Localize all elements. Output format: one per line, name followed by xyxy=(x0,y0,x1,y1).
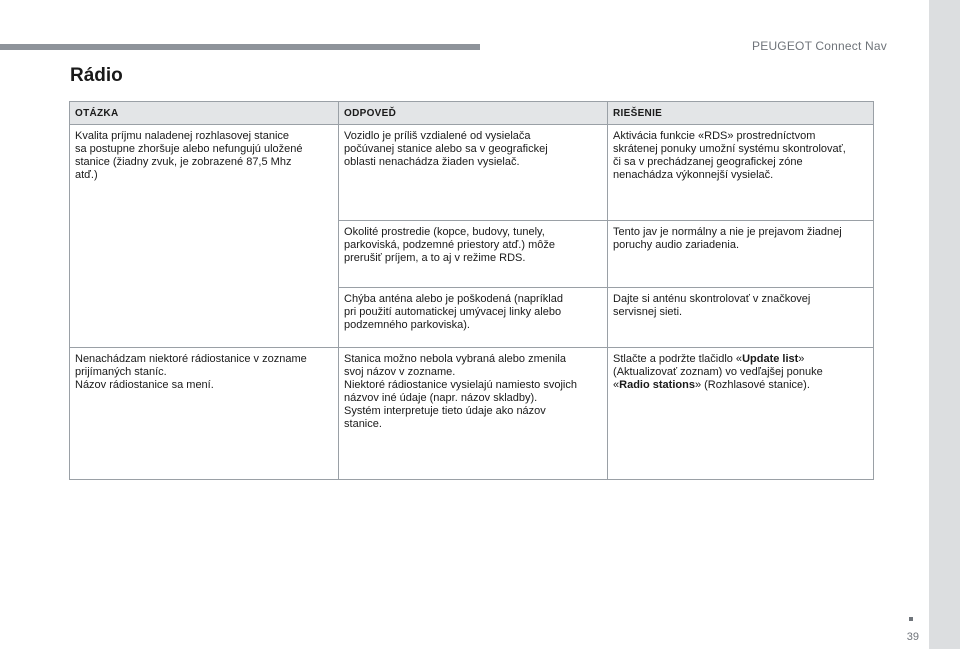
text-line: prijímaných staníc. xyxy=(75,366,167,378)
answer-cell xyxy=(339,288,608,348)
text-line: podzemného parkoviska). xyxy=(344,319,470,331)
text-line: svoj názov v zozname. xyxy=(344,366,456,378)
text-line: sa postupne zhoršuje alebo nefungujú uložené xyxy=(75,143,303,155)
table-row xyxy=(70,125,874,221)
text-line: počúvanej stanice alebo sa v geografickej xyxy=(344,143,548,155)
text-line: poruchy audio zariadenia. xyxy=(613,239,740,251)
text-run: Stlačte a podržte tlačidlo « xyxy=(613,353,743,365)
text-line: Okolité prostredie (kopce, budovy, tunely, xyxy=(344,226,545,238)
text-line: Dajte si anténu skontrolovať v značkovej xyxy=(613,293,811,305)
text-line: názvov iné údaje (napr. názov skladby). xyxy=(344,392,538,404)
solution-cell xyxy=(608,125,874,221)
question-cell xyxy=(70,125,339,348)
text-line xyxy=(613,353,868,366)
text-line: parkoviská, podzemné priestory atď.) môže xyxy=(344,239,555,251)
column-header-question: OTÁZKA xyxy=(70,102,339,125)
solution-cell xyxy=(608,348,874,480)
text-line: Systém interpretuje tieto údaje ako názov xyxy=(344,405,546,417)
table-row xyxy=(70,348,874,480)
answer-cell xyxy=(339,348,608,480)
text-run: » (Rozhlasové stanice). xyxy=(694,379,810,391)
text-line: či sa v prechádzanej geografickej zóne xyxy=(613,156,803,168)
text-line: (Aktualizovať zoznam) vo vedľajšej ponuke xyxy=(613,366,823,378)
text-line: pri použití automatickej umývacej linky alebo xyxy=(344,306,562,318)
answer-cell xyxy=(339,221,608,288)
menu-name-radio-stations: Radio stations xyxy=(619,379,695,391)
text-line xyxy=(613,379,868,392)
page-number: 39 xyxy=(906,631,919,643)
text-line: servisnej sieti. xyxy=(613,306,683,318)
solution-cell xyxy=(608,288,874,348)
header-brand: PEUGEOT Connect Nav xyxy=(752,39,887,53)
text-line: Niektoré rádiostanice vysielajú namiesto svojich xyxy=(344,379,577,391)
header-rule xyxy=(0,44,480,50)
text-line: prerušiť príjem, a to aj v režime RDS. xyxy=(344,252,526,264)
solution-cell xyxy=(608,221,874,288)
text-line: atď.) xyxy=(75,169,98,181)
text-line: Chýba anténa alebo je poškodená (napríklad xyxy=(344,293,563,305)
text-run: » xyxy=(798,353,805,365)
column-header-answer: ODPOVEĎ xyxy=(339,102,608,125)
page-marker xyxy=(909,617,913,621)
text-line: skrátenej ponuky umožní systému skontrolovať, xyxy=(613,143,846,155)
text-run: « xyxy=(613,379,620,391)
text-line: stanice (žiadny zvuk, je zobrazené 87,5 Mhz xyxy=(75,156,292,168)
text-line: Aktivácia funkcie «RDS» prostredníctvom xyxy=(613,130,816,142)
button-name-update-list: Update list xyxy=(742,353,799,365)
page-title: Rádio xyxy=(70,65,123,86)
text-line: Kvalita príjmu naladenej rozhlasovej stanice xyxy=(75,130,290,142)
text-line: Vozidlo je príliš vzdialené od vysielača xyxy=(344,130,531,142)
question-cell xyxy=(70,348,339,480)
text-line: nenachádza výkonnejší vysielač. xyxy=(613,169,774,181)
text-line: stanice. xyxy=(344,418,382,430)
text-line: Názov rádiostanice sa mení. xyxy=(75,379,214,391)
answer-cell xyxy=(339,125,608,221)
page-edge-strip xyxy=(929,0,960,649)
column-header-solution: RIEŠENIE xyxy=(608,102,874,125)
text-line: Nenachádzam niektoré rádiostanice v zozname xyxy=(75,353,307,365)
text-line: Tento jav je normálny a nie je prejavom žiadnej xyxy=(613,226,842,238)
text-line: oblasti nenachádza žiaden vysielač. xyxy=(344,156,520,168)
faq-table xyxy=(69,101,874,480)
text-line: Stanica možno nebola vybraná alebo zmenila xyxy=(344,353,566,365)
table-header-row xyxy=(70,102,874,125)
